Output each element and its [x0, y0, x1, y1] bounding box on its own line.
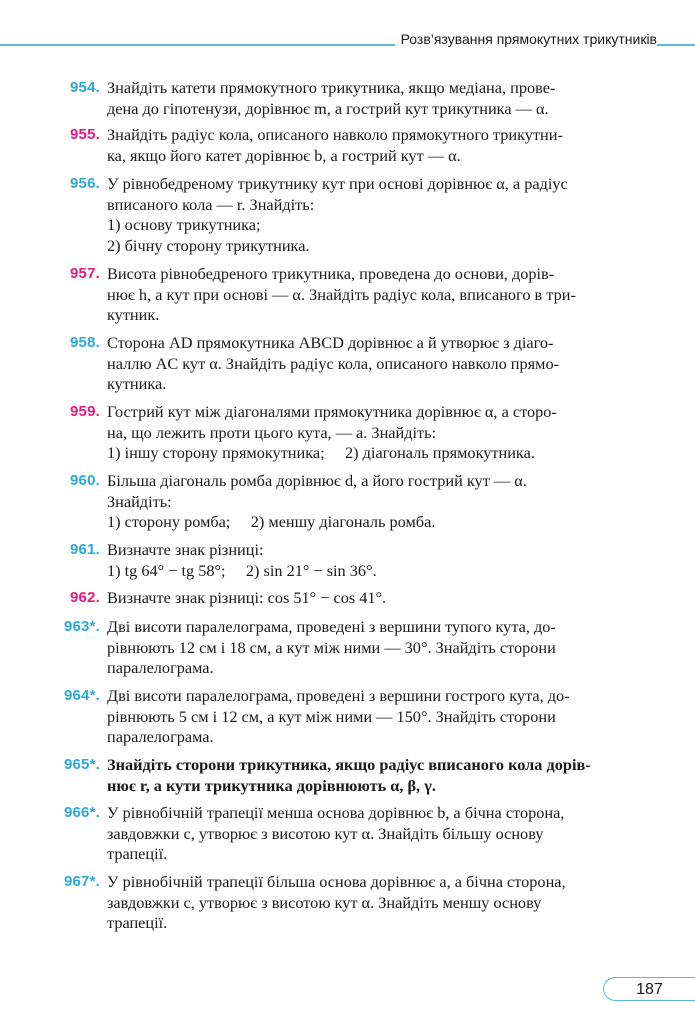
- problem-text: [107, 471, 640, 533]
- text-line: У рівнобічній трапеції більша основа дорівнює a, а бічна сторона,: [107, 872, 566, 891]
- problem-number: 958.: [70, 334, 100, 351]
- problem-number: 965*.: [63, 756, 100, 773]
- text-line: на, що лежить проти цього кута, — a. Знайдіть:: [107, 422, 437, 442]
- text-line: кутника.: [107, 374, 167, 393]
- problem-text: [107, 125, 640, 166]
- text-line: 1) іншу сторону прямокутника; 2) діагональ прямокутника.: [107, 443, 535, 462]
- problem-number: 954.: [70, 79, 100, 96]
- problem-text: [107, 333, 640, 395]
- text-line: У рівнобедреному трикутнику кут при основі дорівнює α, а радіус: [107, 174, 568, 193]
- text-line: трапеції.: [107, 844, 168, 863]
- text-line: Більша діагональ ромба дорівнює d, а його гострий кут — α.: [107, 471, 527, 490]
- problem-text: [107, 540, 640, 581]
- problem-number: 959.: [70, 403, 100, 420]
- problem-number: 956.: [70, 175, 100, 192]
- problem-text: [107, 755, 640, 796]
- text-line: паралелограма.: [107, 727, 214, 746]
- problem-text: [107, 803, 640, 865]
- text-line: паралелограма.: [107, 658, 214, 677]
- text-line: У рівнобічній трапеції менша основа дорівнює b, а бічна сторона,: [107, 803, 565, 822]
- text-line: Визначте знак різниці:: [107, 540, 264, 559]
- text-line: Висота рівнобедреного трикутника, проведена до основи, дорів-: [107, 264, 555, 283]
- problem-text: [107, 872, 640, 934]
- text-line: Дві висоти паралелограма, проведені з вершини гострого кута, до-: [107, 686, 570, 705]
- text-line: 2) бічну сторону трикутника.: [107, 235, 310, 255]
- problem-number: 967*.: [63, 873, 100, 890]
- text-line: Сторона AD прямокутника ABCD дорівнює a й утворює з діаго-: [107, 333, 554, 352]
- problem-number: 955.: [70, 126, 100, 143]
- problem-number: 964*.: [63, 687, 100, 704]
- problem-text: [107, 402, 640, 464]
- problem-number: 963*.: [63, 618, 100, 635]
- problem-text: [107, 264, 640, 326]
- problem-text: [107, 174, 640, 256]
- text-line: Знайдіть катети прямокутного трикутника, якщо медіана, прове-: [107, 78, 556, 97]
- text-line: Знайдіть:: [107, 491, 172, 511]
- text-line: Гострий кут між діагоналями прямокутника дорівнює α, а сторо-: [107, 402, 557, 421]
- text-line: Визначте знак різниці: cos 51° − cos 41°.: [107, 588, 387, 607]
- problem-number: 966*.: [63, 804, 100, 821]
- text-line: нює h, а кут при основі — α. Знайдіть радіус кола, вписаного в три-: [107, 284, 576, 304]
- text-line: 1) сторону ромба; 2) меншу діагональ ромба.: [107, 512, 436, 531]
- text-line: Знайдіть радіус кола, описаного навколо прямокутного трикутни-: [107, 125, 563, 144]
- text-line: завдовжки c, утворює з висотою кут α. Знайдіть меншу основу: [107, 892, 542, 912]
- problem-text: [107, 78, 640, 119]
- text-line: вписаного кола — r. Знайдіть:: [107, 194, 315, 214]
- text-line: кутник.: [107, 305, 160, 324]
- text-line: рівнюють 5 см і 12 см, а кут між ними — 150°. Знайдіть сторони: [107, 706, 556, 726]
- problem-number: 961.: [70, 541, 100, 558]
- text-line: ка, якщо його катет дорівнює b, а гострий кут — α.: [107, 145, 461, 165]
- problem-text: [107, 617, 640, 679]
- text-line: 1) основу трикутника;: [107, 215, 261, 234]
- text-line: 1) tg 64° − tg 58°; 2) sin 21° − sin 36°.: [107, 560, 377, 580]
- problem-number: 960.: [70, 472, 100, 489]
- text-line: Знайдіть сторони трикутника, якщо радіус вписаного кола дорів-: [107, 755, 591, 774]
- text-line: нює r, а кути трикутника дорівнюють α, β, γ.: [107, 775, 436, 795]
- text-line: наллю AC кут α. Знайдіть радіус кола, описаного навколо прямо-: [107, 353, 560, 373]
- text-line: дена до гіпотенузи, дорівнює m, а гострий кут трикутника — α.: [107, 98, 549, 118]
- problem-text: [107, 686, 640, 748]
- problem-text: [107, 588, 640, 609]
- running-header: Розв’язування прямокутних трикутників: [395, 31, 657, 47]
- text-line: Дві висоти паралелограма, проведені з вершини тупого кута, до-: [107, 617, 556, 636]
- problem-number: 962.: [70, 589, 100, 606]
- text-line: трапеції.: [107, 913, 168, 932]
- page-number: 187: [603, 977, 695, 1001]
- text-line: рівнюють 12 см і 18 см, а кут між ними — 30°. Знайдіть сторони: [107, 637, 556, 657]
- text-line: завдовжки c, утворює з висотою кут α. Знайдіть більшу основу: [107, 823, 544, 843]
- problem-number: 957.: [70, 265, 100, 282]
